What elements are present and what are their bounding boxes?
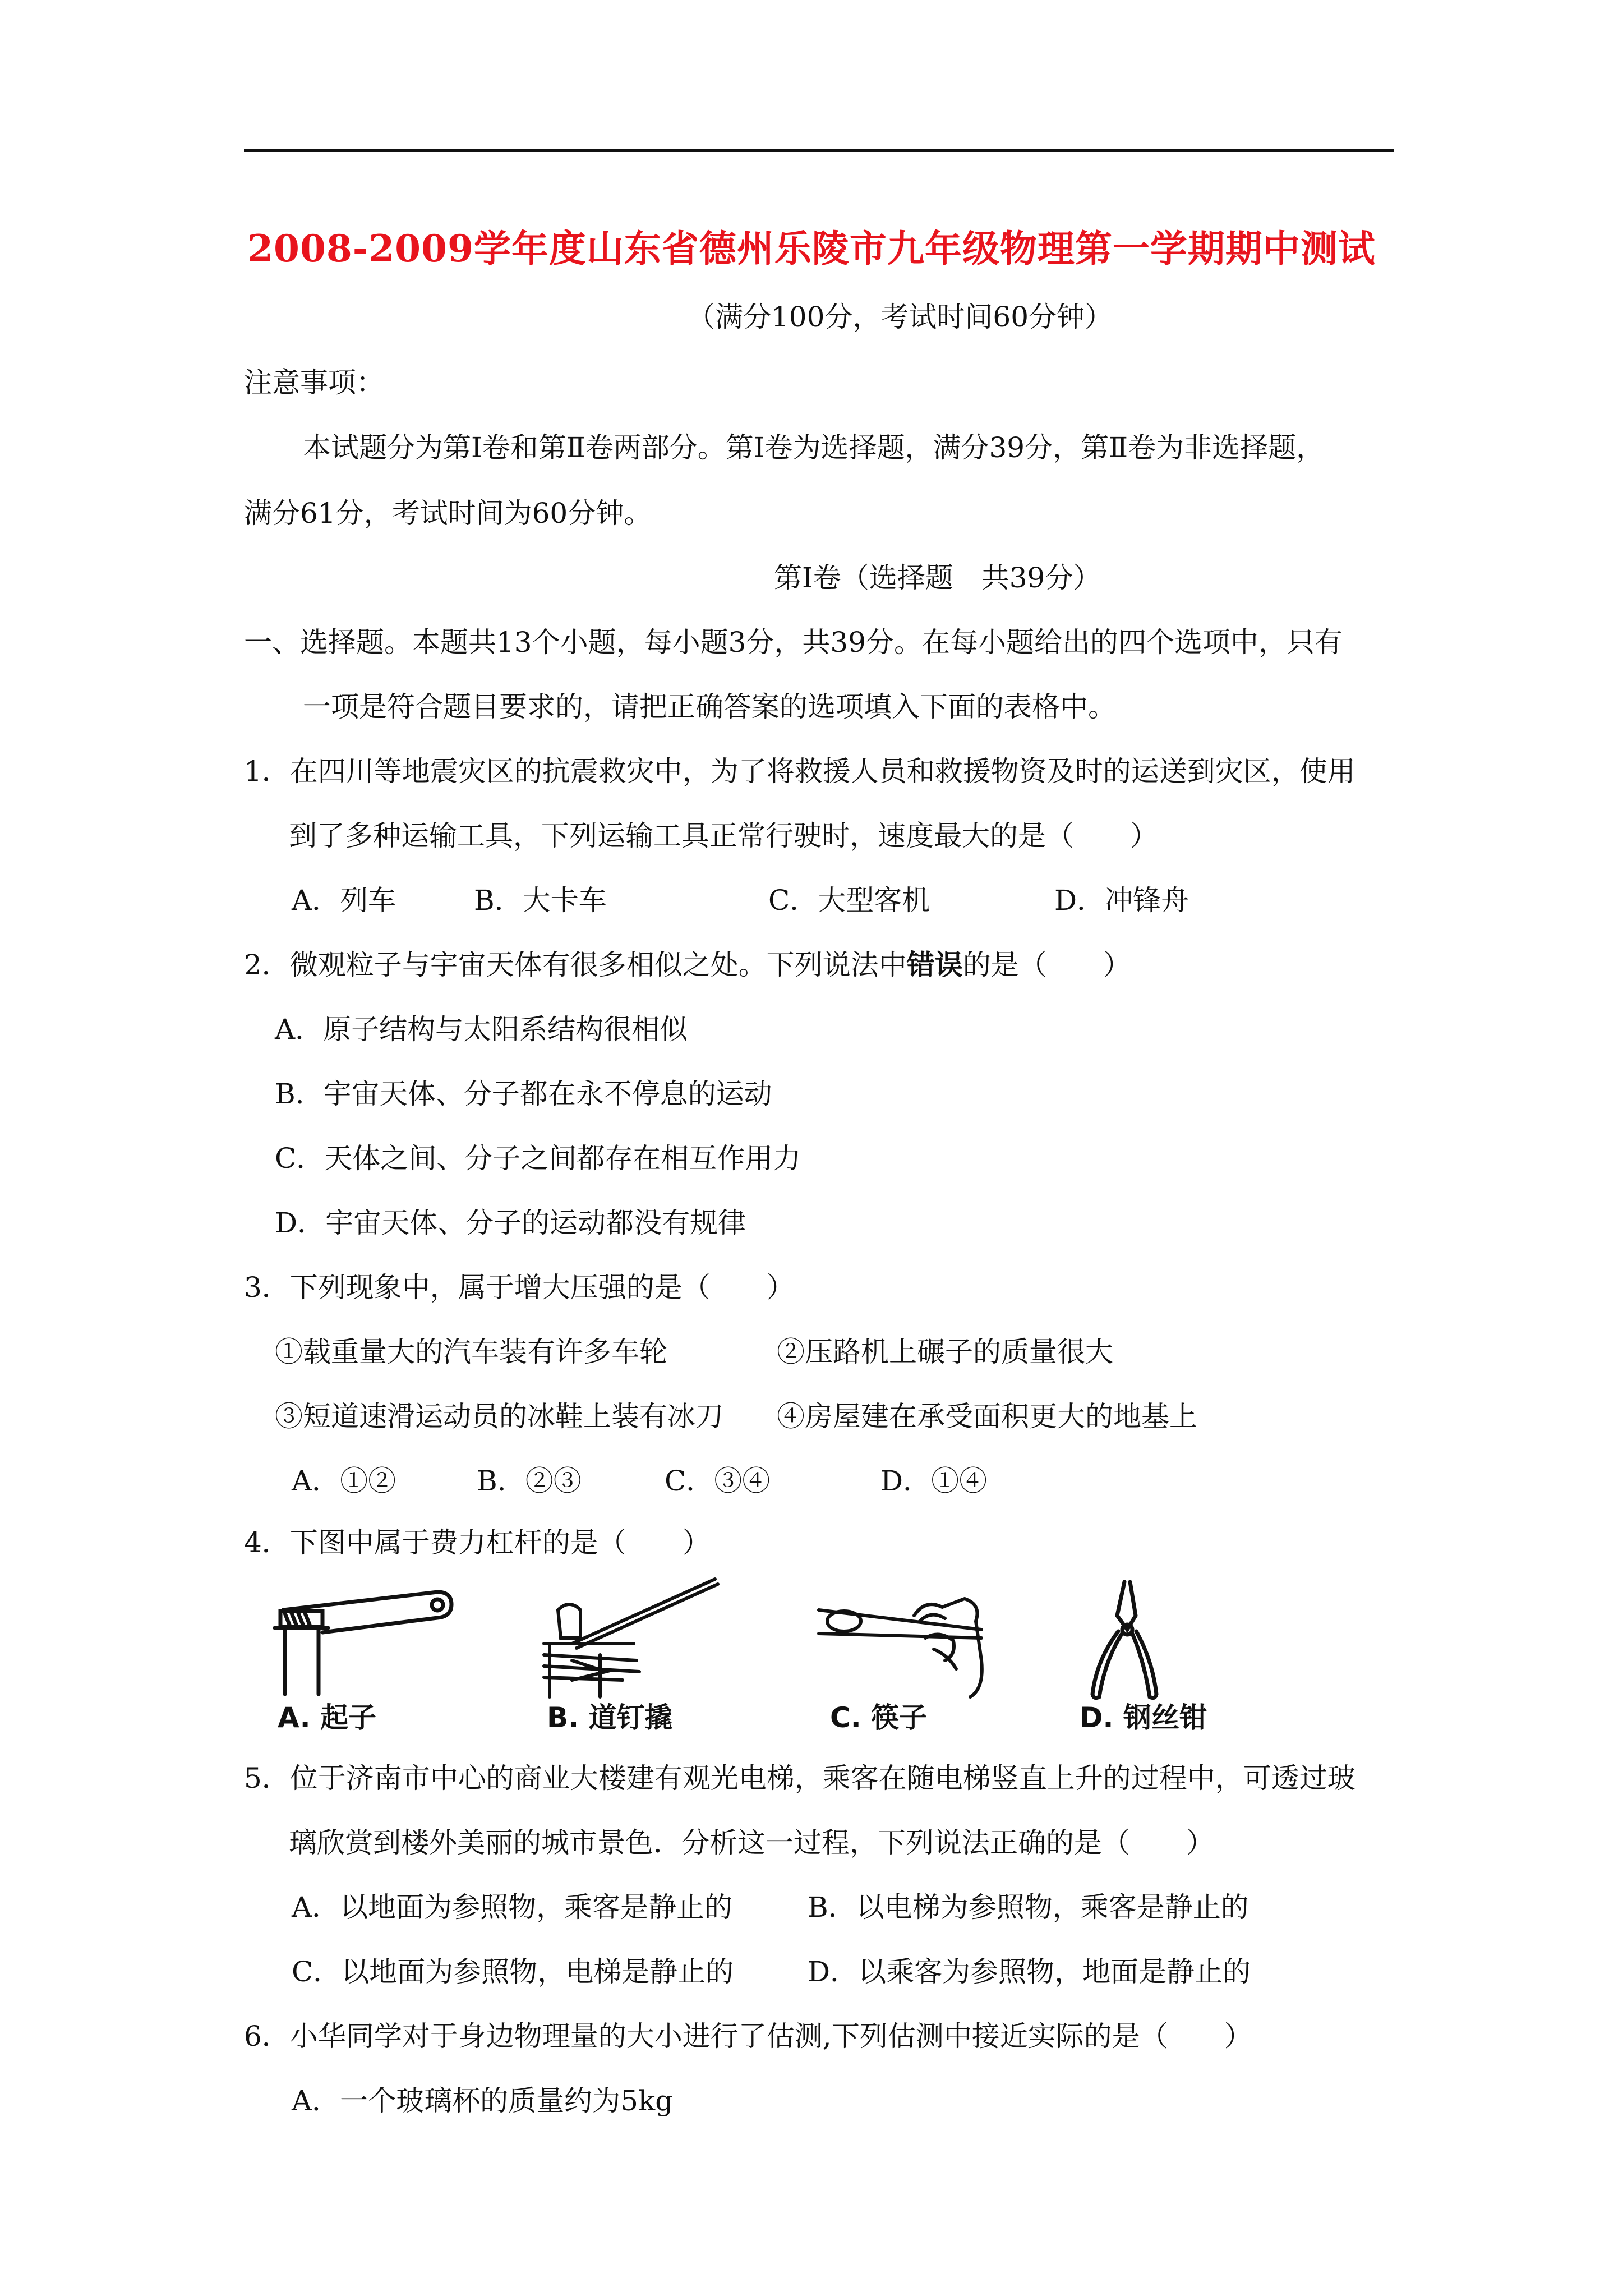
q5-option-c: C．以地面为参照物，电梯是静止的 <box>292 1955 734 1988</box>
q5-option-d: D．以乘客为参照物，地面是静止的 <box>808 1955 1251 1988</box>
chopsticks-illustration <box>813 1576 1004 1705</box>
q3-option-c: C．③④ <box>665 1465 771 1497</box>
q4-stem: 4．下图中属于费力杠杆的是（ ） <box>244 1526 711 1559</box>
q2-stem-emphasis: 错误 <box>906 948 963 981</box>
q5-line-1: 5．位于济南市中心的商业大楼建有观光电梯，乘客在随电梯竖直上升的过程中，可透过玻 <box>244 1762 1355 1795</box>
q6-stem: 6．小华同学对于身边物理量的大小进行了估测,下列估测中接近实际的是（ ） <box>244 2020 1252 2053</box>
q2-option-a: A．原子结构与太阳系结构很相似 <box>275 1013 688 1046</box>
q2-option-d: D．宇宙天体、分子的运动都没有规律 <box>275 1207 746 1239</box>
q2-stem-after: 的是（ ） <box>962 949 1131 981</box>
q2-stem-before: 2．微观粒子与宇宙天体有很多相似之处。下列说法中 <box>244 949 907 981</box>
q4-caption-a: A. 起子 <box>278 1701 377 1734</box>
q6-option-a: A．一个玻璃杯的质量约为5kg <box>292 2085 674 2117</box>
q3-stem: 3．下列现象中，属于增大压强的是（ ） <box>244 1271 795 1304</box>
q5-option-b: B．以电梯为参照物，乘客是静止的 <box>808 1891 1249 1924</box>
part1-line-1: 一、选择题。本题共13个小题，每小题3分，共39分。在每小题给出的四个选项中，只有 <box>244 626 1343 659</box>
q5-line-2: 璃欣赏到楼外美丽的城市景色．分析这一过程，下列说法正确的是（ ） <box>289 1826 1214 1859</box>
q4-caption-c: C. 筷子 <box>830 1701 928 1734</box>
q1-line-1: 1．在四川等地震灾区的抗震救灾中，为了将救援人员和救援物资及时的运送到灾区，使用 <box>244 755 1355 788</box>
q2-option-c: C．天体之间、分子之间都存在相互作用力 <box>275 1142 801 1175</box>
q3-item-1: ①载重量大的汽车装有许多车轮 <box>275 1336 667 1368</box>
q1-option-c: C．大型客机 <box>768 884 930 917</box>
rail-spike-lever-illustration <box>538 1576 723 1705</box>
q3-item-2: ②压路机上碾子的质量很大 <box>777 1336 1113 1368</box>
section-title: 第Ⅰ卷（选择题 共39分） <box>774 562 1101 594</box>
exam-subtitle: （满分100分，考试时间60分钟） <box>687 301 1113 333</box>
q1-option-a: A．列车 <box>292 884 396 917</box>
notice-line-2: 满分61分，考试时间为60分钟。 <box>244 497 652 530</box>
pliers-illustration <box>1082 1576 1172 1705</box>
q4-caption-d: D. 钢丝钳 <box>1080 1701 1207 1734</box>
q1-option-d: D．冲锋舟 <box>1054 884 1189 917</box>
q2-stem <box>244 948 1131 982</box>
q3-option-a: A．①② <box>292 1465 396 1497</box>
exam-title: 2008-2009学年度山东省德州乐陵市九年级物理第一学期期中测试 <box>247 227 1376 270</box>
q5-option-a: A．以地面为参照物，乘客是静止的 <box>292 1891 733 1924</box>
q2-option-b: B．宇宙天体、分子都在永不停息的运动 <box>275 1078 772 1110</box>
q3-option-d: D．①④ <box>880 1465 988 1497</box>
q4-caption-b: B. 道钉撬 <box>547 1701 673 1734</box>
q3-item-3: ③短道速滑运动员的冰鞋上装有冰刀 <box>275 1400 723 1433</box>
q1-option-b: B．大卡车 <box>474 884 607 917</box>
notice-heading: 注意事项： <box>244 366 384 399</box>
bottle-opener-illustration <box>269 1576 460 1705</box>
notice-line-1: 本试题分为第Ⅰ卷和第Ⅱ卷两部分。第Ⅰ卷为选择题，满分39分，第Ⅱ卷为非选择题， <box>303 431 1325 464</box>
header-rule <box>244 149 1394 152</box>
q3-option-b: B．②③ <box>477 1465 582 1497</box>
part1-line-2: 一项是符合题目要求的，请把正确答案的选项填入下面的表格中。 <box>303 691 1116 723</box>
q3-item-4: ④房屋建在承受面积更大的地基上 <box>777 1400 1197 1433</box>
q1-line-2: 到了多种运输工具，下列运输工具正常行驶时，速度最大的是（ ） <box>289 820 1158 852</box>
